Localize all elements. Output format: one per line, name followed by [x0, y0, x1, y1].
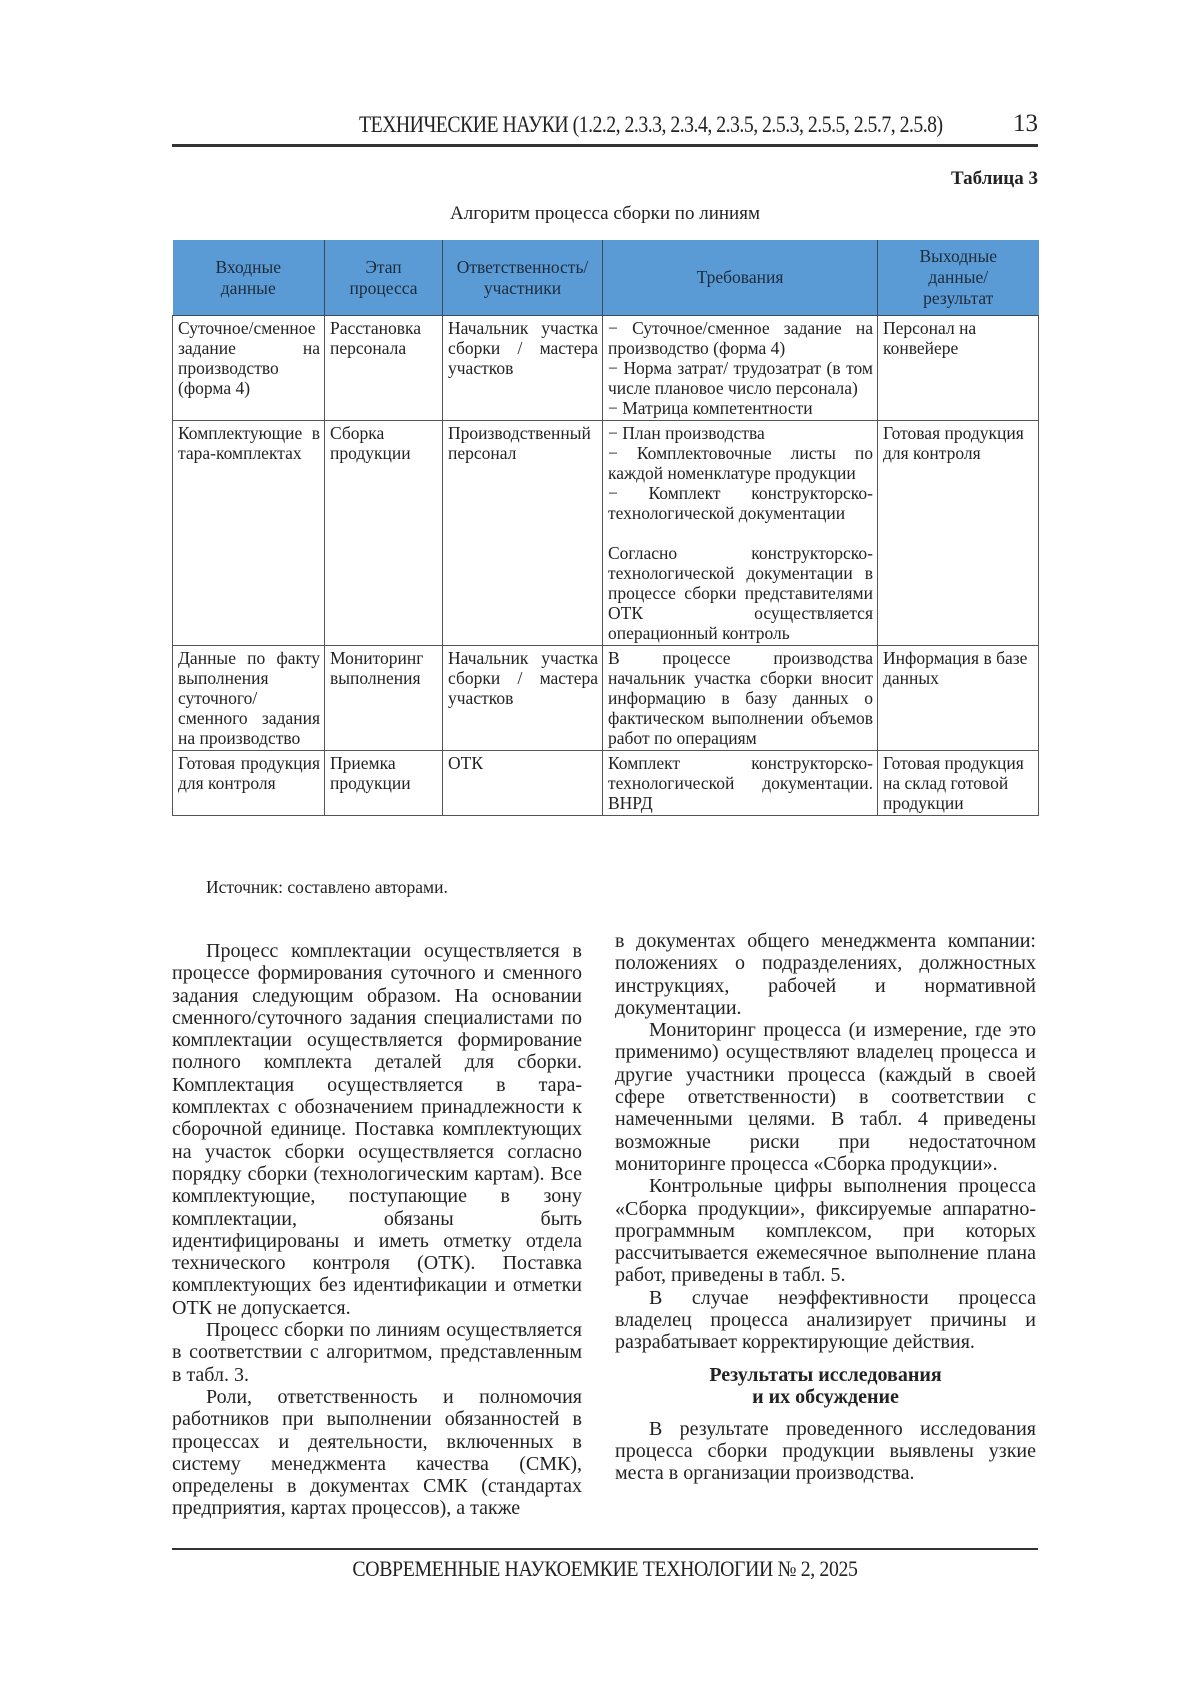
journal-section-title: ТЕХНИЧЕСКИЕ НАУКИ (1.2.2, 2.3.3, 2.3.4, 2.3.5, 2.5.3, 2.5.5, 2.5.7, 2.5.8): [359, 112, 943, 137]
paragraph: Мониторинг процесса (и измерение, где это применимо) осуществляют владелец процесса и другие участники процесса (каждый в своей сфере ответственности) в соответствии с намеченными целями. В табл. 4 приведены возможные риски при недостаточном мониторинге процесса «Сборка продукции».: [615, 1019, 1036, 1175]
text-column-right: [615, 930, 1036, 1485]
cell-output: Готовая продукция на склад готовой продукции: [878, 751, 1039, 816]
cell-requirements: − Суточное/сменное задание на производство (форма 4) − Норма затрат/ трудозатрат (в том числе плановое число персонала) − Матрица компетентности: [603, 316, 878, 421]
table-row: [173, 421, 1039, 646]
cell-output: Готовая продукция для контроля: [878, 421, 1039, 646]
journal-name-issue: СОВРЕМЕННЫЕ НАУКОЕМКИЕ ТЕХНОЛОГИИ № 2, 2025: [352, 1556, 858, 1581]
cell-requirements: Комплект конструкторско-технологической документации. ВНРД: [603, 751, 878, 816]
table-label: Таблица 3: [950, 168, 1038, 189]
table-row: [173, 751, 1039, 816]
table-caption: Алгоритм процесса сборки по линиям: [450, 203, 760, 224]
running-footer: [172, 1548, 1038, 1582]
cell-responsible: ОТК: [443, 751, 603, 816]
cell-stage: Мониторинг выполнения: [325, 646, 443, 751]
cell-responsible: Начальник участка сборки / мастера участков: [443, 316, 603, 421]
paragraph: Процесс комплектации осуществляется в процессе формирования суточного и сменного задания следующим образом. На основании сменного/суточного задания специалистами по комплектации осуществляется формирование полного комплекта деталей для сборки. Комплектация осуществляется в тара-комплектах с обозначением принадлежности к сборочной единице. Поставка комплектующих на участок сборки осуществляется согласно порядку сборки (технологическим картам). Все комплектующие, поступающие в зону комплектации, обязаны быть идентифицированы и иметь отметку отдела технического контроля (ОТК). Поставка комплектующих без идентификации и отметки ОТК не допускается.: [172, 940, 582, 1319]
paragraph: Роли, ответственность и полномочия работников при выполнении обязанностей в процессах и деятельности, включенных в систему менеджмента качества (СМК), определены в документах СМК (стандартах предприятия, картах процессов), а также: [172, 1385, 582, 1520]
table-source-note: Источник: составлено авторами.: [206, 877, 448, 897]
cell-stage: Приемка продукции: [325, 751, 443, 816]
cell-stage: Расстановка персонала: [325, 316, 443, 421]
paragraph: Контрольные цифры выполнения процесса «Сборка продукции», фиксируемые аппаратно-программным комплексом, при которых рассчитывается ежемесячное выполнение плана работ, приведены в табл. 5.: [615, 1175, 1036, 1287]
cell-input: Готовая продукция для контроля: [173, 751, 325, 816]
text-column-left: [172, 940, 582, 1520]
table-row: [173, 646, 1039, 751]
cell-output: Информация в базе данных: [878, 646, 1039, 751]
header-stage: Этап процесса: [325, 240, 443, 316]
paragraph: В случае неэффективности процесса владелец процесса анализирует причины и разрабатывает корректирующие действия.: [615, 1286, 1036, 1354]
header-responsible: Ответственность/ участники: [443, 240, 603, 316]
paragraph: Процесс сборки по линиям осуществляется в соответствии с алгоритмом, представленным в табл. 3.: [172, 1319, 582, 1386]
cell-input: Комплектующие в тара-комплектах: [173, 421, 325, 646]
header-input: Входные данные: [173, 240, 325, 316]
paragraph: В результате проведенного исследования процесса сборки продукции выявлены узкие места в организации производства.: [615, 1417, 1036, 1485]
cell-requirements: В процессе производства начальник участка сборки вносит информацию в базу данных о фактическом выполнении объемов работ по операциям: [603, 646, 878, 751]
header-output: Выходные данные/ результат: [878, 240, 1039, 316]
section-heading: Результаты исследования и их обсуждение: [709, 1363, 942, 1408]
table-row: [173, 316, 1039, 421]
cell-input: Суточное/сменное задание на производство (форма 4): [173, 316, 325, 421]
running-head: [172, 108, 1038, 147]
cell-stage: Сборка продукции: [325, 421, 443, 646]
algorithm-table: [172, 240, 1039, 816]
header-requirements: Требования: [603, 240, 878, 316]
cell-output: Персонал на конвейере: [878, 316, 1039, 421]
table-header-row: [173, 240, 1039, 316]
paragraph-continuation: в документах общего менеджмента компании: положениях о подразделениях, должностных инструкциях, рабочей и нормативной документации.: [615, 930, 1036, 1019]
cell-responsible: Начальник участка сборки / мастера участков: [443, 646, 603, 751]
cell-input: Данные по факту выполнения суточного/ сменного задания на производство: [173, 646, 325, 751]
page-number: 13: [1013, 110, 1038, 137]
cell-responsible: Производственный персонал: [443, 421, 603, 646]
requirements-note: Согласно конструкторско-технологической документации в процессе сборки представителями ОТК осуществляется операционный контроль: [608, 543, 873, 643]
cell-requirements: − План производства − Комплектовочные листы по каждой номенклатуре продукции − Комплект конструкторско-технологической документации Согласно конструкторско-технологической документации в процессе сборки представителями ОТК осуществляется операционный контроль: [603, 421, 878, 646]
